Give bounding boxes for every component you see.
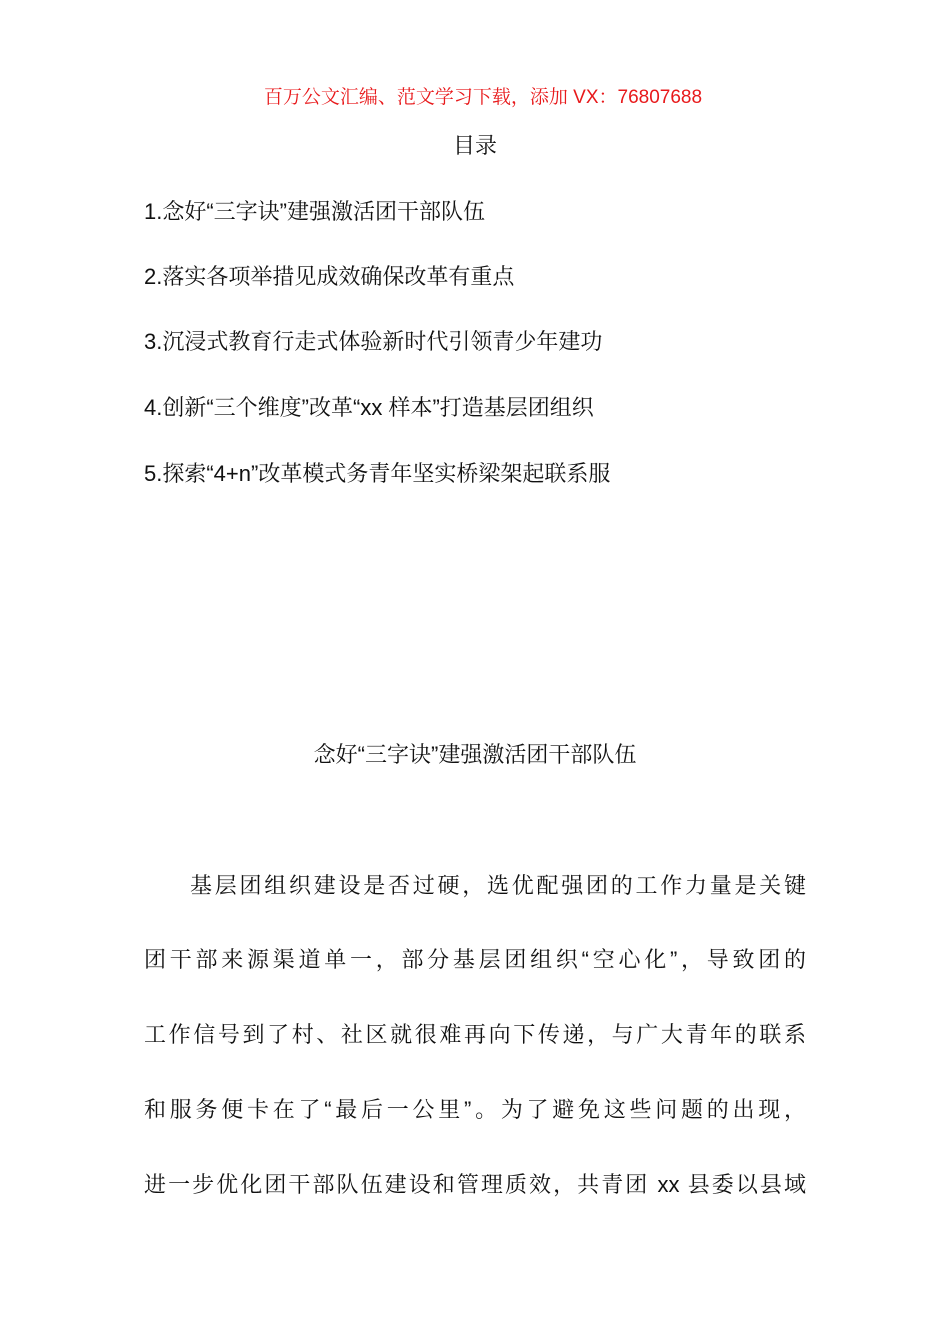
toc-title: 目录 — [452, 133, 497, 158]
body-line: 基层团组织建设是否过硬，选优配强团的工作力量是关键 — [190, 873, 806, 898]
toc-item: 4.创新“三个维度”改革“xx 样本”打造基层团组织 — [144, 395, 594, 420]
body-line: 工作信号到了村、社区就很难再向下传递，与广大青年的联系 — [144, 1022, 806, 1047]
body-line: 团干部来源渠道单一，部分基层团组织“空心化”，导致团的 — [144, 947, 806, 972]
header-watermark-note: 百万公文汇编、范文学习下载，添加 VX：76807688 — [263, 87, 703, 108]
toc-item: 5.探索“4+n”改革模式务青年坚实桥梁架起联系服 — [144, 461, 611, 486]
section-title: 念好“三字诀”建强激活团干部队伍 — [313, 742, 637, 767]
toc-item: 3.沉浸式教育行走式体验新时代引领青少年建功 — [144, 329, 603, 354]
body-line: 进一步优化团干部队伍建设和管理质效，共青团 xx 县委以县域 — [144, 1172, 806, 1197]
toc-item: 2.落实各项举措见成效确保改革有重点 — [144, 264, 515, 289]
toc-item: 1.念好“三字诀”建强激活团干部队伍 — [144, 199, 486, 224]
body-line: 和服务便卡在了“最后一公里”。为了避免这些问题的出现， — [144, 1097, 806, 1122]
